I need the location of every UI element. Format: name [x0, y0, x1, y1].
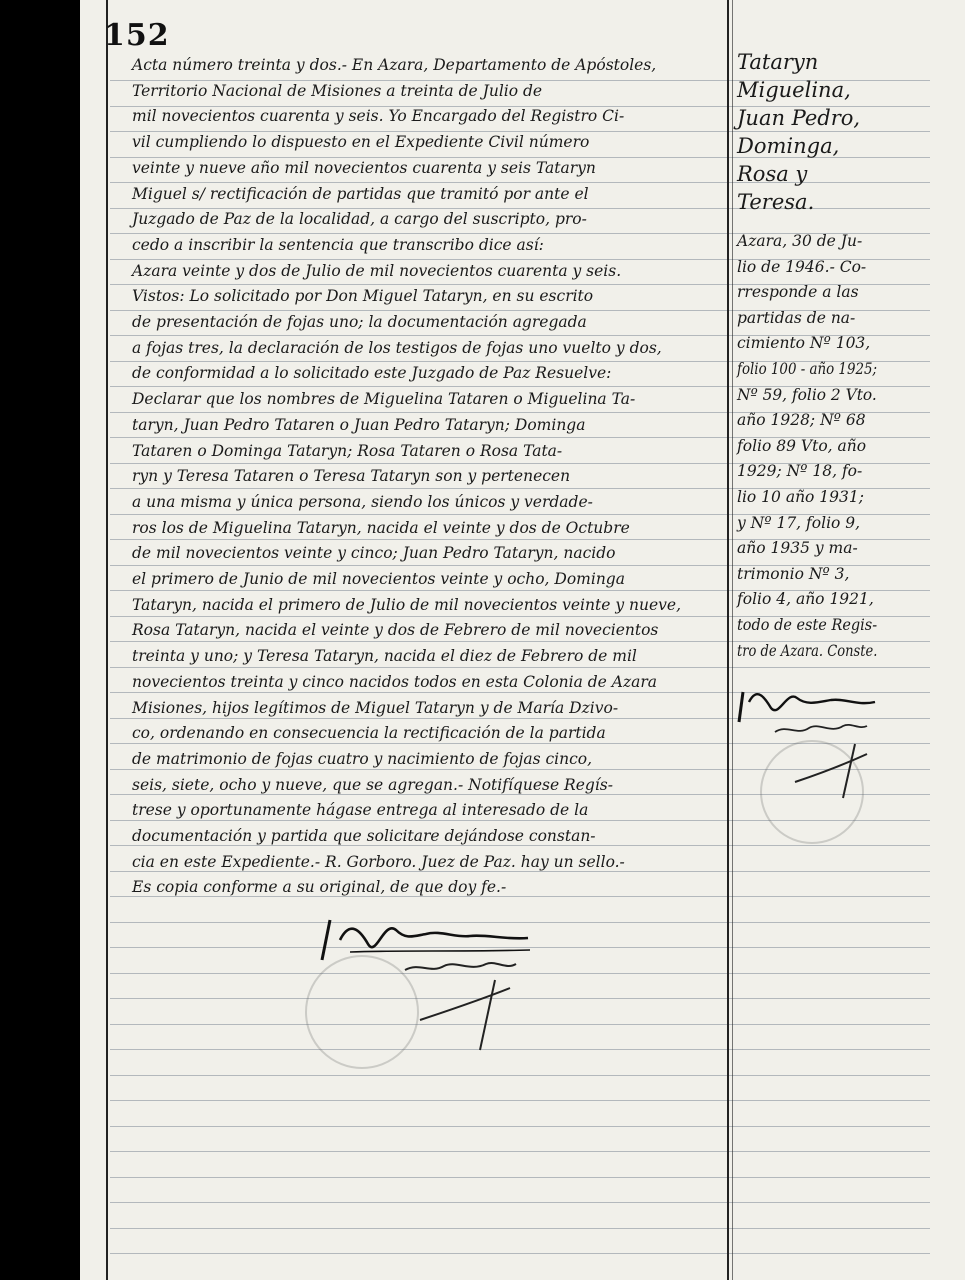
margin-name-line: Tataryn [737, 50, 819, 74]
ruled-line [110, 1253, 930, 1254]
margin-note-line: Nº 59, folio 2 Vto. [737, 385, 877, 404]
main-text-line: de matrimonio de fojas cuatro y nacimiento de fojas cinco, [132, 749, 593, 768]
ruled-line [110, 1100, 930, 1101]
margin-signature [735, 672, 885, 802]
main-text-line: el primero de Junio de mil novecientos veinte y ocho, Dominga [132, 570, 625, 588]
margin-name-line: Dominga, [737, 134, 840, 158]
main-text-line: ros los de Miguelina Tataryn, nacida el veinte y dos de Octubre [132, 518, 630, 537]
margin-name-line: Miguelina, [737, 78, 851, 102]
margin-name-line: Teresa. [737, 190, 815, 214]
main-text-line: Vistos: Lo solicitado por Don Miguel Tataryn, en su escrito [132, 287, 594, 306]
main-text-line: Juzgado de Paz de la localidad, a cargo del suscripto, pro- [132, 210, 587, 229]
main-text-line: novecientos treinta y cinco nacidos todos en esta Colonia de Azara [132, 672, 658, 691]
margin-note-line: partidas de na- [737, 308, 856, 327]
ruled-line [110, 1228, 930, 1229]
main-text-line: a fojas tres, la declaración de los testigos de fojas uno vuelto y dos, [132, 338, 662, 357]
main-text-line: mil novecientos cuarenta y seis. Yo Encargado del Registro Ci- [132, 107, 625, 126]
margin-note-line: folio 100 - año 1925; [737, 360, 878, 378]
register-page [80, 0, 965, 1280]
main-text-line: a una misma y única persona, siendo los únicos y verdade- [132, 492, 593, 511]
margin-note-line: tro de Azara. Conste. [737, 641, 878, 660]
main-text-line: de mil novecientos veinte y cinco; Juan Pedro Tataryn, nacido [132, 544, 616, 563]
main-text-line: seis, siete, ocho y nueve, que se agregan.- Notifíquese Regís- [132, 775, 613, 794]
main-text-line: cia en este Expediente.- R. Gorboro. Juez de Paz. hay un sello.- [132, 852, 625, 871]
margin-note-line: año 1935 y ma- [737, 539, 858, 558]
main-text-line: ryn y Teresa Tataren o Teresa Tataryn son y pertenecen [132, 467, 571, 486]
margin-note-line: Azara, 30 de Ju- [737, 232, 863, 250]
ruled-line [110, 1126, 930, 1127]
main-text-line: Azara veinte y dos de Julio de mil novecientos cuarenta y seis. [132, 261, 622, 280]
main-text-line: Misiones, hijos legítimos de Miguel Tataryn y de María Dzivo- [132, 698, 619, 717]
column-divider-rule [727, 0, 729, 1280]
margin-note-line: folio 4, año 1921, [737, 590, 874, 609]
ruled-line [110, 1177, 930, 1178]
margin-note-line: trimonio Nº 3, [737, 564, 850, 583]
margin-note-line: lio de 1946.- Co- [737, 257, 867, 276]
main-text-line: co, ordenando en consecuencia la rectificación de la partida [132, 724, 606, 743]
ruled-line [110, 1075, 930, 1076]
main-text-line: documentación y partida que solicitare dejándose constan- [132, 827, 596, 845]
main-text-line: Tataryn, nacida el primero de Julio de mil novecientos veinte y nueve, [132, 595, 681, 614]
main-text-line: cedo a inscribir la sentencia que transcribo dice así: [132, 235, 544, 254]
margin-note-line: 1929; Nº 18, fo- [737, 462, 863, 481]
main-text-line: treinta y uno; y Teresa Tataryn, nacida el diez de Febrero de mil [132, 647, 637, 666]
margin-name-line: Rosa y [737, 162, 808, 186]
main-text-line: Miguel s/ rectificación de partidas que tramitó por ante el [132, 184, 589, 203]
ruled-line [110, 1202, 930, 1203]
main-text-line: vil cumpliendo lo dispuesto en el Expediente Civil número [132, 133, 590, 152]
ruled-line [110, 1151, 930, 1152]
margin-note-line: rresponde a las [737, 283, 859, 302]
page-number: 152 [104, 18, 170, 53]
main-text-line: Tataren o Dominga Tataryn; Rosa Tataren o Rosa Tata- [132, 441, 563, 460]
main-text-line: veinte y nueve año mil novecientos cuarenta y seis Tataryn [132, 158, 596, 177]
main-text-line: Es copia conforme a su original, de que doy fe.- [132, 878, 507, 897]
main-text-line: de presentación de fojas uno; la documentación agregada [132, 313, 587, 331]
column-divider-rule-inner [732, 0, 733, 1280]
main-text-line: trese y oportunamente hágase entrega al interesado de la [132, 801, 589, 820]
margin-note-line: folio 89 Vto, año [737, 436, 867, 455]
main-text-line: taryn, Juan Pedro Tataren o Juan Pedro Tataryn; Dominga [132, 415, 586, 434]
main-signature [310, 900, 550, 1060]
margin-note-line: lio 10 año 1931; [737, 488, 864, 506]
margin-name-line: Juan Pedro, [737, 106, 861, 130]
margin-note-line: todo de este Regis- [737, 616, 878, 634]
main-text-line: Territorio Nacional de Misiones a treinta de Julio de [132, 81, 543, 100]
margin-note-line: y Nº 17, folio 9, [737, 513, 861, 532]
main-text-line: Declarar que los nombres de Miguelina Tataren o Miguelina Ta- [132, 390, 636, 409]
left-margin-rule [106, 0, 108, 1280]
main-text-line: Acta número treinta y dos.- En Azara, Departamento de Apóstoles, [132, 56, 657, 74]
margin-note-line: año 1928; Nº 68 [737, 411, 866, 430]
main-text-line: Rosa Tataryn, nacida el veinte y dos de Febrero de mil novecientos [132, 621, 659, 640]
main-text-line: de conformidad a lo solicitado este Juzgado de Paz Resuelve: [132, 364, 612, 383]
margin-note-line: cimiento Nº 103, [737, 334, 871, 353]
